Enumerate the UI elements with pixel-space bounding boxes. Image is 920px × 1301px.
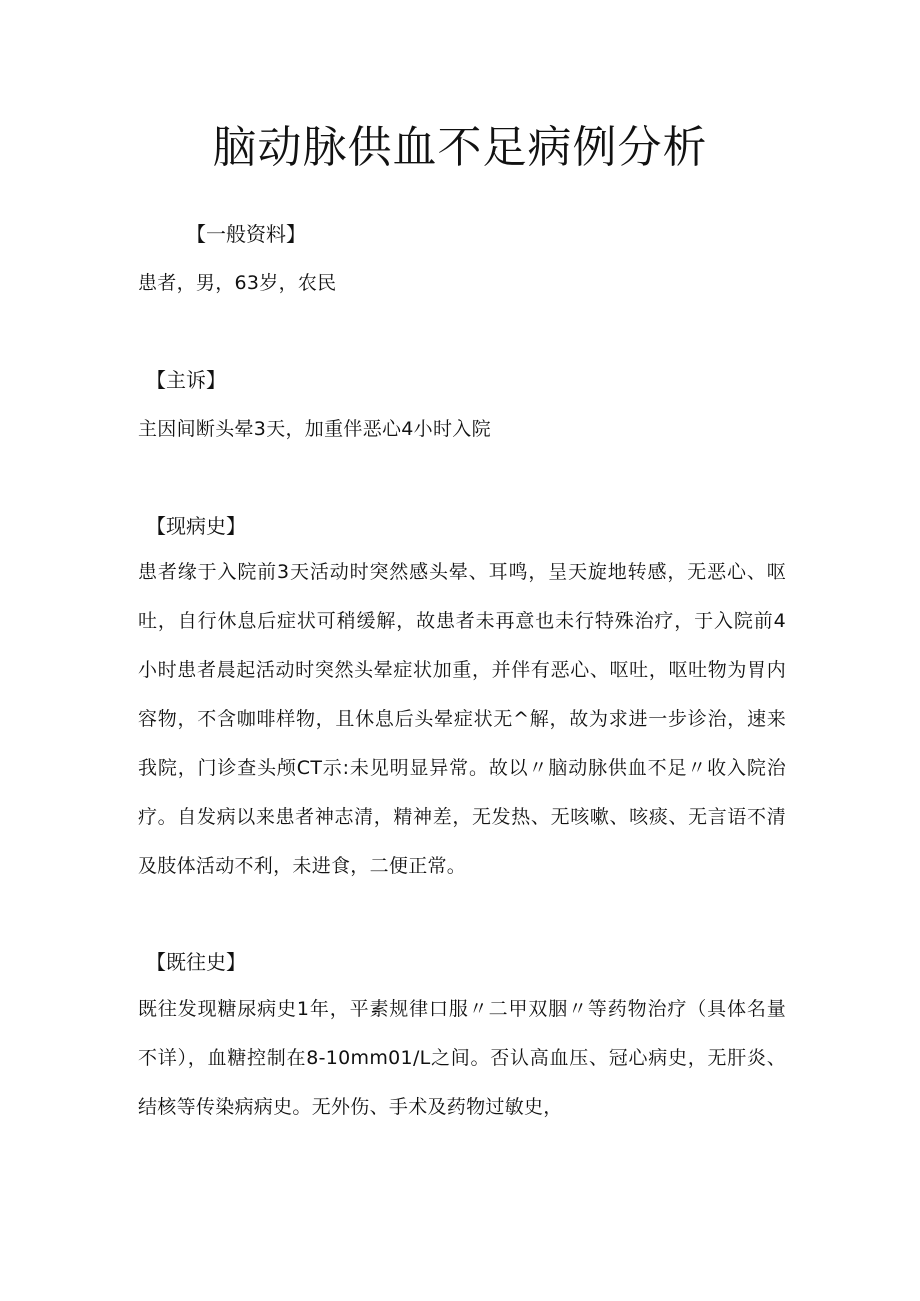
section-heading-general-info: 【一般资料】 [186,222,306,246]
section-heading-present-illness: 【现病史】 [146,514,246,538]
section-heading-past-history: 【既往史】 [146,950,246,974]
section-text-past-history: 既往发现糖尿病史1年，平素规律口服〃二甲双胭〃等药物治疗（具体名量不详），血糖控制在8-10mm01/L之间。否认高血压、冠心病史，无肝炎、结核等传染病病史。无外伤、手术及药物过敏史， [138,998,786,1118]
section-text-present-illness: 患者缘于入院前3天活动时突然感头晕、耳鸣，呈天旋地转感，无恶心、呕吐，自行休息后症状可稍缓解，故患者未再意也未行特殊治疗，于入院前4小时患者晨起活动时突然头晕症状加重，并伴有恶心、呕吐，呕吐物为胃内容物，不含咖啡样物，且休息后头晕症状无^解，故为求进一步诊治，速来我院，门诊查头颅CT示:未见明显异常。故以〃脑动脉供血不足〃收入院治疗。自发病以来患者神志清，精神差，无发热、无咳嗽、咳痰、无言语不清及肢体活动不利，未进食，二便正常。 [138,561,786,877]
section-heading-chief-complaint: 【主诉】 [146,368,226,392]
section-text-general-info: 患者，男，63岁，农民 [138,272,337,294]
section-text-chief-complaint: 主因间断头晕3天，加重伴恶心4小时入院 [138,418,491,440]
document-title: 脑动脉供血不足病例分析 [212,122,708,173]
